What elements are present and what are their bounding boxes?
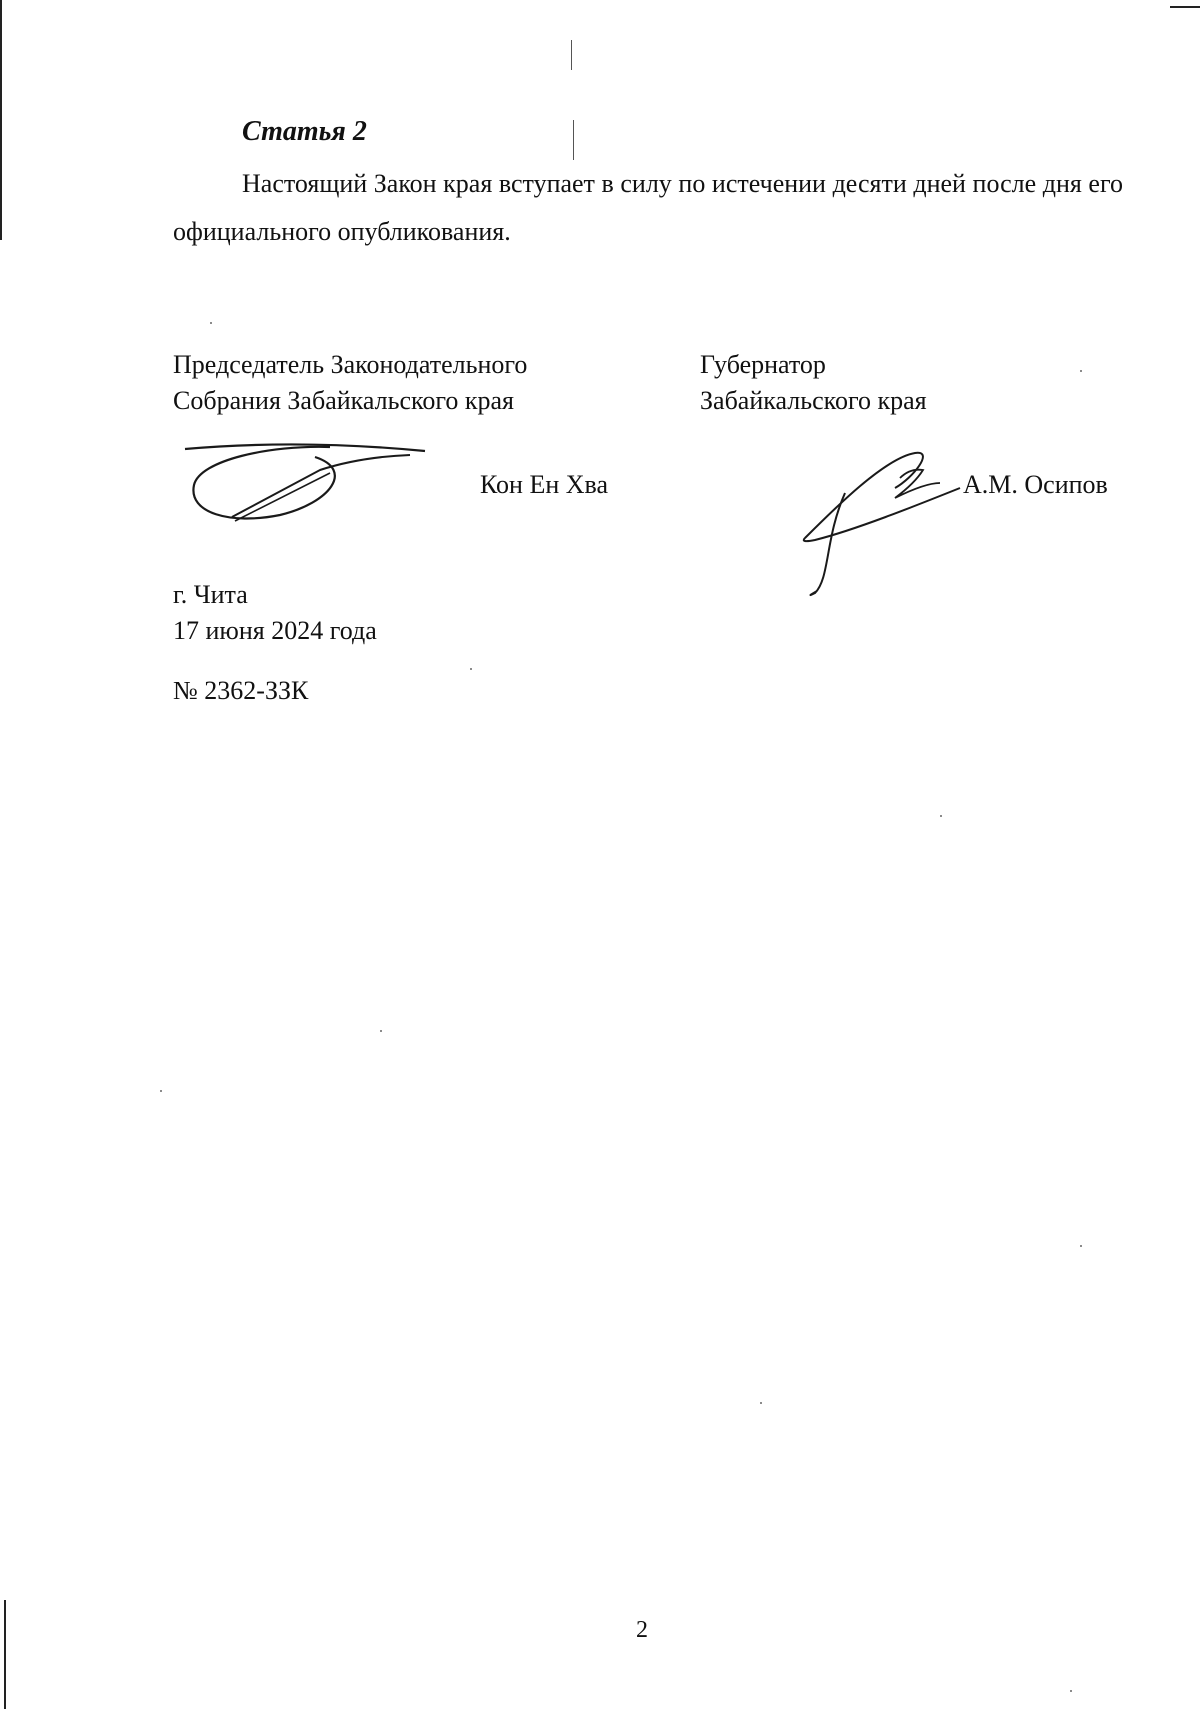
place: г. Чита xyxy=(173,580,248,609)
scan-fold-line-2 xyxy=(573,120,574,160)
page-number: 2 xyxy=(636,1617,648,1643)
scan-speck xyxy=(160,1090,162,1092)
document-number: № 2362-ЗЗК xyxy=(173,676,309,705)
left-signatory-title-line2: Собрания Забайкальского края xyxy=(173,386,514,415)
scan-edge-mark-left xyxy=(0,0,2,240)
right-signatory-name: А.М. Осипов xyxy=(963,470,1108,499)
left-handwritten-signature xyxy=(180,435,430,530)
scan-speck xyxy=(210,322,212,324)
scan-fold-line xyxy=(571,40,572,70)
right-signatory-title-line2: Забайкальского края xyxy=(700,386,927,415)
scan-speck xyxy=(1070,1690,1072,1692)
right-handwritten-signature xyxy=(795,448,975,598)
scan-edge-mark-bottom-left xyxy=(4,1600,6,1709)
left-signatory-name: Кон Ен Хва xyxy=(480,470,609,499)
left-signatory-title-line1: Председатель Законодательного xyxy=(173,350,528,379)
left-signatory-title xyxy=(173,347,527,419)
right-signatory-title-line1: Губернатор xyxy=(700,350,826,379)
scan-speck xyxy=(940,815,942,817)
date: 17 июня 2024 года xyxy=(173,616,377,645)
right-signatory-title xyxy=(700,347,927,419)
article-text: Настоящий Закон края вступает в силу по истечении десяти дней после дня его официального опубликования. xyxy=(173,169,1123,246)
scan-edge-mark-top-right xyxy=(1170,6,1200,8)
scan-speck xyxy=(1080,370,1082,372)
place-and-date xyxy=(173,577,377,649)
article-heading: Статья 2 xyxy=(242,116,367,147)
scan-speck xyxy=(760,1402,762,1404)
scan-speck xyxy=(1080,1245,1082,1247)
scan-speck xyxy=(380,1030,382,1032)
scan-speck xyxy=(470,668,472,670)
